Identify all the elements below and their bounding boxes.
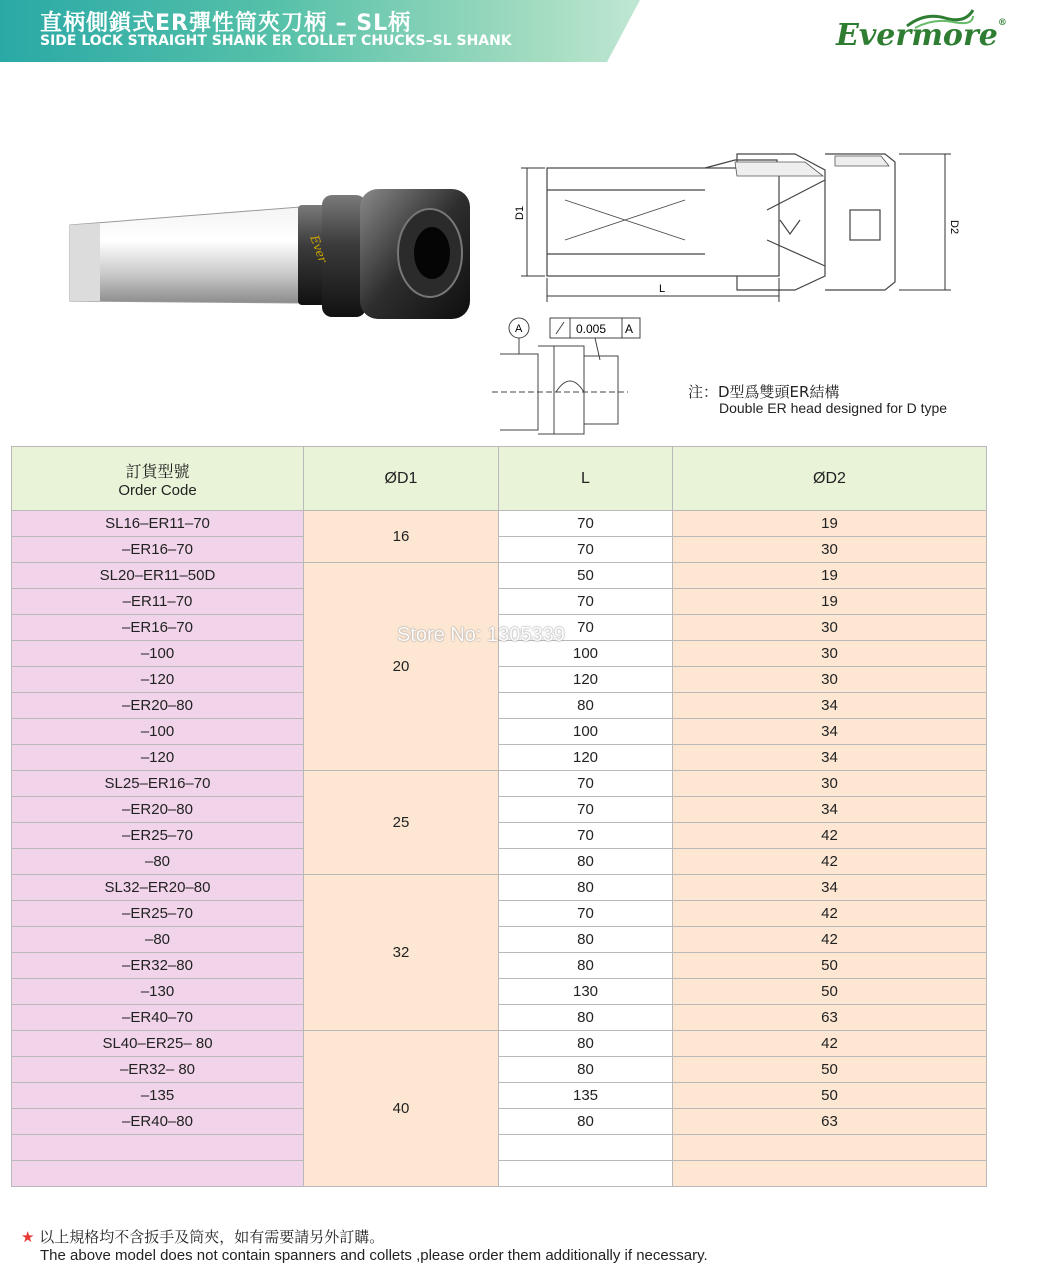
cell-l: 50: [499, 563, 673, 589]
cell-l: [499, 1161, 673, 1187]
cell-l: 70: [499, 901, 673, 927]
table-row: [12, 1083, 987, 1109]
cell-l: 80: [499, 927, 673, 953]
datum-label: A: [515, 323, 523, 335]
cell-l: 70: [499, 511, 673, 537]
cell-order-code: –ER16–70: [12, 537, 304, 563]
cell-order-code: –130: [12, 979, 304, 1005]
cell-d2: 50: [673, 1057, 987, 1083]
star-icon: ★: [21, 1228, 35, 1246]
note-english: Double ER head designed for D type: [719, 400, 948, 416]
cell-order-code: [12, 1135, 304, 1161]
technical-drawing: [505, 150, 985, 310]
cell-l: 120: [499, 667, 673, 693]
cell-order-code: –ER32– 80: [12, 1057, 304, 1083]
cell-order-code: –80: [12, 849, 304, 875]
cell-order-code: –ER11–70: [12, 589, 304, 615]
cell-d1: 32: [304, 875, 499, 1031]
table-row: [12, 1057, 987, 1083]
cell-d2: 34: [673, 745, 987, 771]
cell-order-code: –ER25–70: [12, 901, 304, 927]
table-row: [12, 875, 987, 901]
cell-order-code: –120: [12, 667, 304, 693]
table-row: [12, 693, 987, 719]
footer-note-english: The above model does not contain spanners and collets ,please order them additionally if necessary.: [40, 1247, 708, 1264]
cell-d2: 30: [673, 641, 987, 667]
table-row: [12, 1135, 987, 1161]
tolerance-detail-drawing: [488, 312, 648, 434]
cell-d2: 19: [673, 563, 987, 589]
table-row: [12, 1031, 987, 1057]
cell-order-code: –ER20–80: [12, 797, 304, 823]
footer-note-chinese: ★ 以上規格均不含扳手及筒夾，如有需要請另外訂購。: [21, 1228, 385, 1246]
cell-l: 80: [499, 1109, 673, 1135]
table-row: [12, 1109, 987, 1135]
cell-l: 80: [499, 849, 673, 875]
cell-l: 80: [499, 953, 673, 979]
cell-d2: 63: [673, 1005, 987, 1031]
cell-d2: 34: [673, 875, 987, 901]
cell-order-code: SL20–ER11–50D: [12, 563, 304, 589]
cell-l: 70: [499, 615, 673, 641]
cell-l: 80: [499, 1005, 673, 1031]
cell-order-code: –120: [12, 745, 304, 771]
cell-order-code: –100: [12, 641, 304, 667]
cell-l: 70: [499, 797, 673, 823]
cell-d1: 20: [304, 563, 499, 771]
table-row: [12, 979, 987, 1005]
cell-l: 135: [499, 1083, 673, 1109]
cell-l: 130: [499, 979, 673, 1005]
table-row: [12, 745, 987, 771]
label-l: L: [659, 283, 666, 295]
table-row: [12, 667, 987, 693]
cell-d2: 42: [673, 927, 987, 953]
cell-order-code: –ER40–80: [12, 1109, 304, 1135]
cell-d2: 34: [673, 719, 987, 745]
store-watermark: Store No: 1305339: [397, 624, 565, 646]
table-row: [12, 563, 987, 589]
cell-order-code: –135: [12, 1083, 304, 1109]
note-chinese: 注：D型爲雙頭ER結構: [688, 383, 840, 401]
cell-d2: 42: [673, 901, 987, 927]
cell-order-code: –ER16–70: [12, 615, 304, 641]
cell-d2: 50: [673, 1083, 987, 1109]
cell-d1: 16: [304, 511, 499, 563]
cell-order-code: –ER32–80: [12, 953, 304, 979]
cell-order-code: SL40–ER25– 80: [12, 1031, 304, 1057]
table-row: [12, 719, 987, 745]
table-row: [12, 771, 987, 797]
cell-l: 80: [499, 875, 673, 901]
cell-order-code: –ER20–80: [12, 693, 304, 719]
cell-d2: 34: [673, 797, 987, 823]
cell-d2: [673, 1161, 987, 1187]
table-row: [12, 1161, 987, 1187]
brand-logo: Evermore®: [836, 18, 1007, 53]
tolerance-value: 0.005: [576, 322, 607, 336]
cell-d2: 30: [673, 667, 987, 693]
cell-order-code: [12, 1161, 304, 1187]
cell-l: 100: [499, 719, 673, 745]
tolerance-datum: A: [625, 322, 634, 336]
cell-order-code: –ER25–70: [12, 823, 304, 849]
cell-l: 70: [499, 771, 673, 797]
spec-table: [11, 446, 987, 1187]
cell-l: 100: [499, 641, 673, 667]
header-d1: ØD1: [304, 447, 499, 511]
cell-order-code: –80: [12, 927, 304, 953]
cell-d2: 63: [673, 1109, 987, 1135]
cell-d2: 19: [673, 589, 987, 615]
header-l: L: [499, 447, 673, 511]
cell-d1: 40: [304, 1031, 499, 1187]
table-row: [12, 927, 987, 953]
cell-d2: 42: [673, 823, 987, 849]
cell-l: 80: [499, 1057, 673, 1083]
title-chinese: 直柄側鎖式ER彈性筒夾刀柄 – SL柄: [40, 11, 412, 36]
cell-l: 70: [499, 537, 673, 563]
table-header-row: [12, 447, 987, 511]
svg-text:Ever: Ever: [307, 233, 331, 265]
cell-order-code: SL16–ER11–70: [12, 511, 304, 537]
cell-d2: 30: [673, 771, 987, 797]
table-row: [12, 797, 987, 823]
cell-d2: 30: [673, 537, 987, 563]
cell-l: 70: [499, 823, 673, 849]
cell-d2: 19: [673, 511, 987, 537]
table-row: [12, 537, 987, 563]
cell-d2: 30: [673, 615, 987, 641]
cell-d2: [673, 1135, 987, 1161]
cell-d2: 50: [673, 979, 987, 1005]
product-photo: [60, 185, 470, 325]
cell-l: [499, 1135, 673, 1161]
table-row: [12, 589, 987, 615]
cell-d2: 42: [673, 1031, 987, 1057]
cell-order-code: SL32–ER20–80: [12, 875, 304, 901]
table-row: [12, 511, 987, 537]
cell-l: 80: [499, 693, 673, 719]
cell-l: 70: [499, 589, 673, 615]
cell-d2: 42: [673, 849, 987, 875]
table-row: [12, 1005, 987, 1031]
label-d1: D1: [514, 205, 526, 220]
table-row: [12, 953, 987, 979]
table-row: [12, 849, 987, 875]
cell-d1: 25: [304, 771, 499, 875]
label-d2: D2: [948, 220, 960, 235]
table-row: [12, 823, 987, 849]
table-row: [12, 901, 987, 927]
cell-d2: 34: [673, 693, 987, 719]
header-order-code: 訂貨型號 Order Code: [12, 447, 304, 511]
cell-l: 80: [499, 1031, 673, 1057]
header-d2: ØD2: [673, 447, 987, 511]
title-english: SIDE LOCK STRAIGHT SHANK ER COLLET CHUCKS–SL SHANK: [40, 33, 512, 49]
cell-l: 120: [499, 745, 673, 771]
cell-d2: 50: [673, 953, 987, 979]
cell-order-code: SL25–ER16–70: [12, 771, 304, 797]
cell-order-code: –ER40–70: [12, 1005, 304, 1031]
cell-order-code: –100: [12, 719, 304, 745]
